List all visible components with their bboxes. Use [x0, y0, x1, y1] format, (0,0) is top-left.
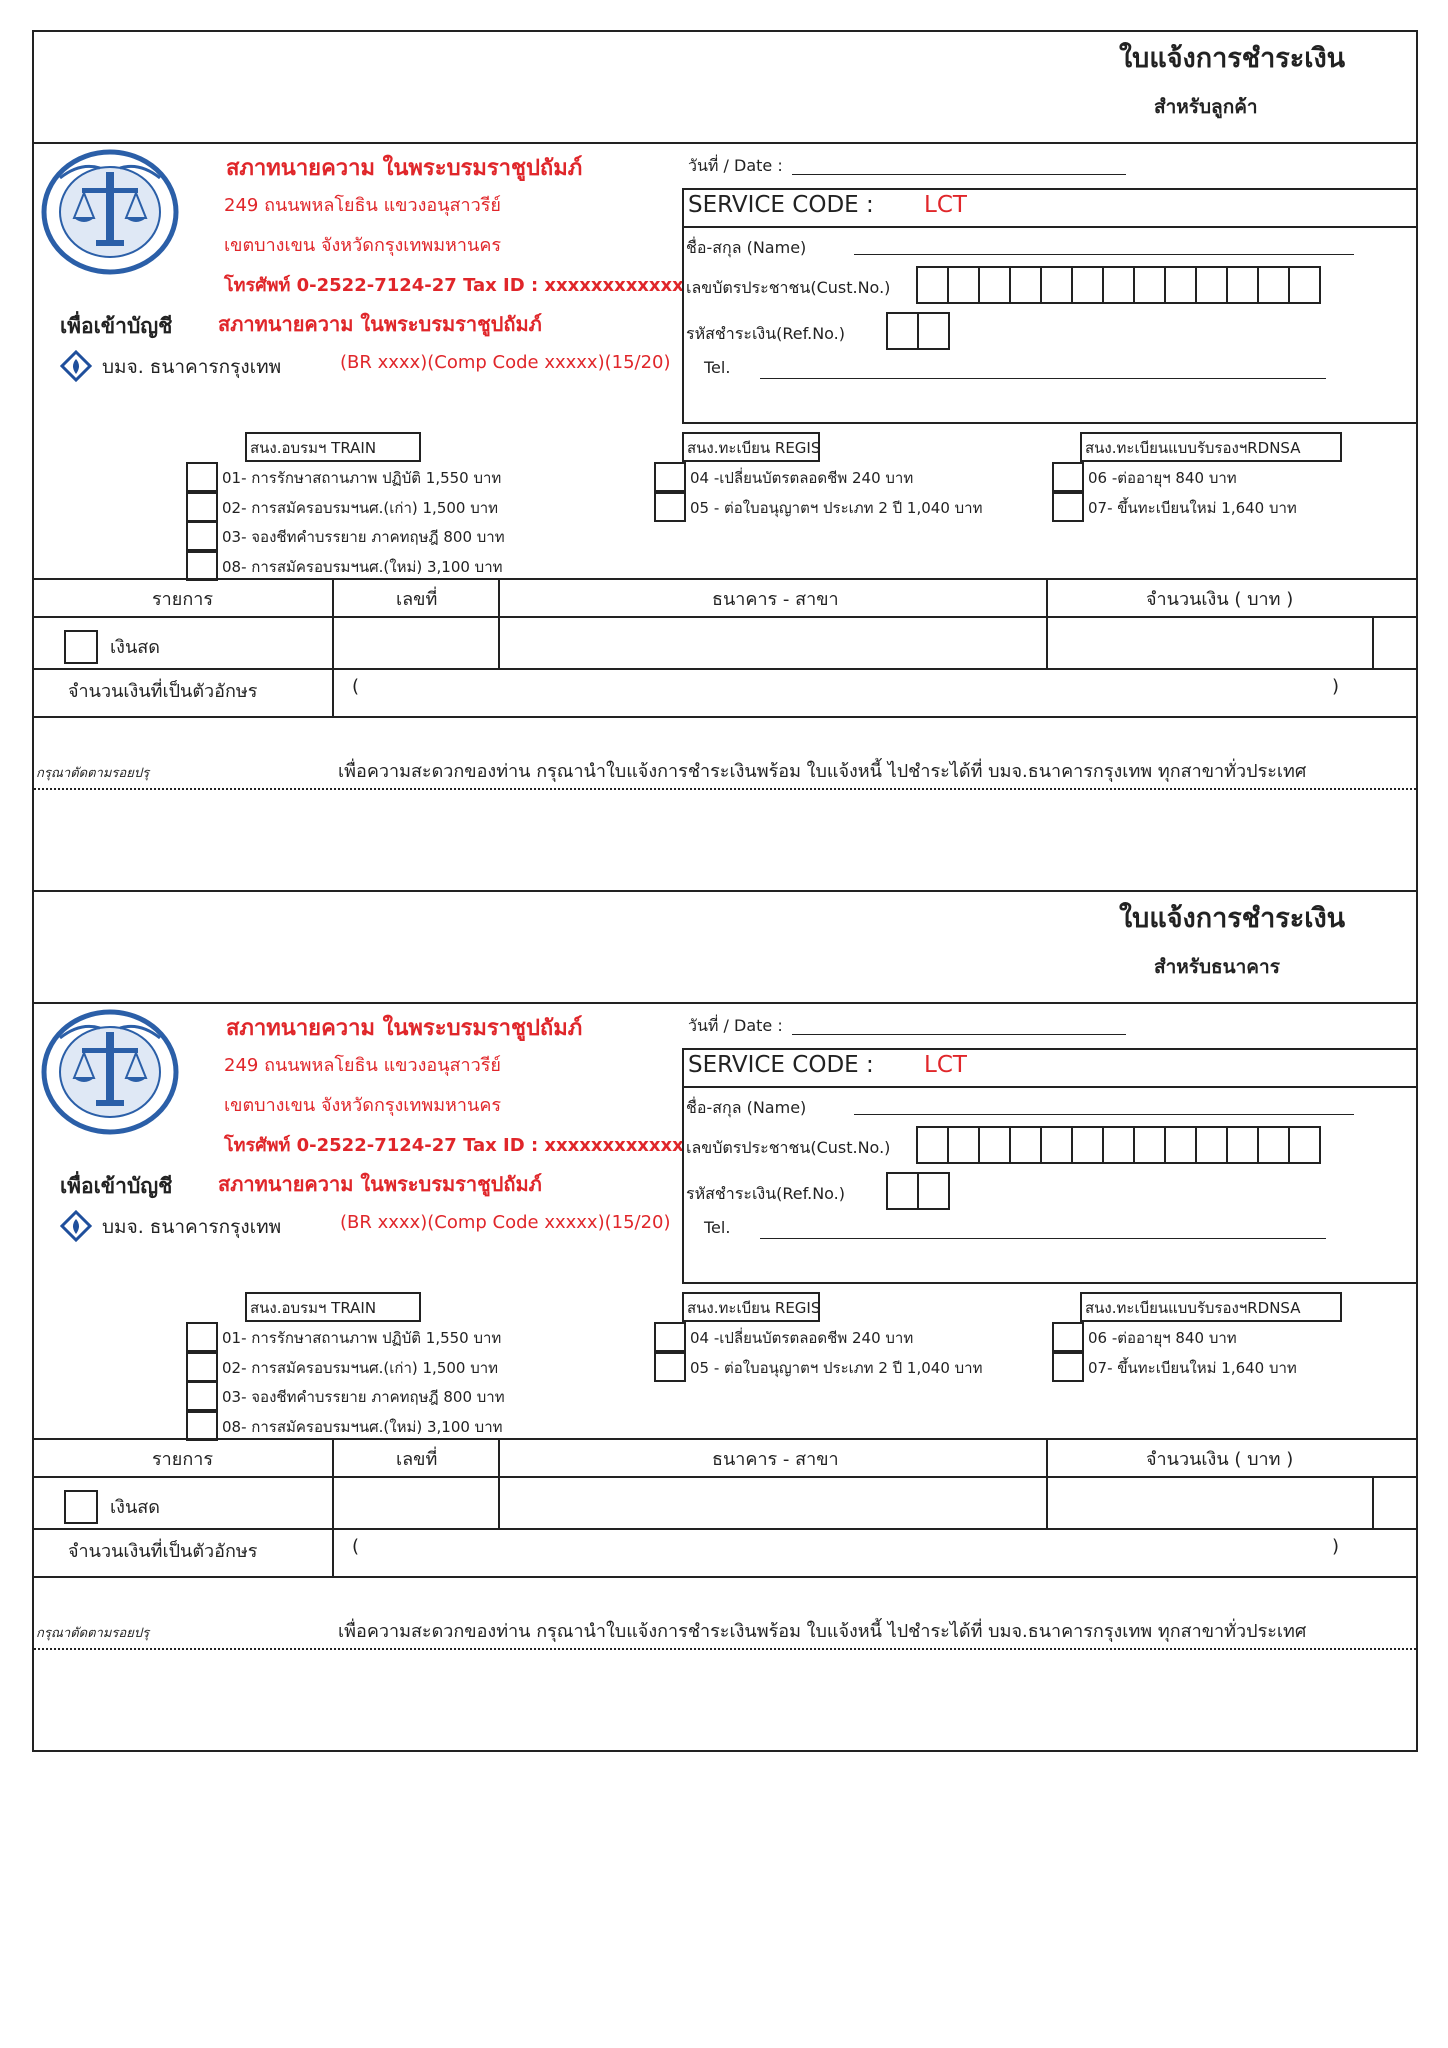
cash-label: เงินสด: [110, 1497, 160, 1518]
ref-no-label: รหัสชำระเงิน(Ref.No.): [686, 324, 845, 343]
name-label: ชื่อ-สกุล (Name): [686, 238, 807, 257]
service-option-label: 02- การสมัครอบรมฯนศ.(เก่า) 1,500 บาท: [222, 498, 499, 517]
cust-no-box[interactable]: [1071, 1126, 1104, 1164]
date-input-line[interactable]: [792, 1034, 1126, 1035]
ref-no-box-2[interactable]: [917, 312, 950, 350]
service-option-label: 07- ขึ้นทะเบียนใหม่ 1,640 บาท: [1088, 498, 1297, 517]
ref-no-label: รหัสชำระเงิน(Ref.No.): [686, 1184, 845, 1203]
payment-slip-bank: [32, 890, 1418, 1752]
service-option-checkbox[interactable]: [186, 1322, 218, 1352]
cust-no-box[interactable]: [1102, 266, 1135, 304]
slip-subtitle: สำหรับธนาคาร: [1154, 956, 1280, 978]
service-code-box: [682, 1048, 1418, 1088]
cust-no-box[interactable]: [947, 266, 980, 304]
cash-checkbox[interactable]: [64, 1490, 98, 1524]
service-code-value: LCT: [924, 192, 967, 218]
col-header-bank-branch: ธนาคาร - สาขา: [712, 589, 839, 610]
bank-code: (BR xxxx)(Comp Code xxxxx)(15/20): [340, 352, 671, 373]
tel-label: Tel.: [704, 358, 731, 377]
cut-label: กรุณาตัดตามรอยปรุ: [36, 1626, 150, 1641]
service-code-label: SERVICE CODE :: [688, 1052, 874, 1078]
cust-no-box[interactable]: [916, 1126, 949, 1164]
address-line-1: 249 ถนนพหลโยธิน แขวงอนุสาวรีย์: [224, 195, 501, 216]
cust-no-box[interactable]: [1288, 266, 1321, 304]
service-option-checkbox[interactable]: [186, 521, 218, 551]
cust-no-box[interactable]: [1257, 266, 1290, 304]
bank-branch-cell[interactable]: [530, 1478, 1074, 1526]
amount-fraction-cell[interactable]: [1376, 618, 1416, 666]
cust-no-box[interactable]: [916, 266, 949, 304]
bank-name: บมจ. ธนาคารกรุงเทพ: [102, 1216, 282, 1238]
cash-checkbox[interactable]: [64, 630, 98, 664]
service-option-label: 02- การสมัครอบรมฯนศ.(เก่า) 1,500 บาท: [222, 1358, 499, 1377]
cust-no-box[interactable]: [1195, 266, 1228, 304]
service-option-label: 06 -ต่ออายุฯ 840 บาท: [1088, 469, 1237, 487]
service-option-label: 06 -ต่ออายุฯ 840 บาท: [1088, 1329, 1237, 1347]
service-option-checkbox[interactable]: [654, 1352, 686, 1382]
payment-notice: เพื่อความสะดวกของท่าน กรุณานำใบแจ้งการชำระเงินพร้อม ใบแจ้งหนี้ ไปชำระได้ที่ บมจ.ธนาคารกรุงเทพ ทุกสาขาทั่วประเทศ: [338, 1621, 1307, 1642]
col-header-number: เลขที่: [396, 1449, 438, 1470]
service-option-checkbox[interactable]: [186, 1352, 218, 1382]
service-option-label: 01- การรักษาสถานภาพ ปฏิบัติ 1,550 บาท: [222, 469, 502, 487]
cust-no-box[interactable]: [978, 266, 1011, 304]
col-header-bank-branch: ธนาคาร - สาขา: [712, 1449, 839, 1470]
service-option-checkbox[interactable]: [654, 492, 686, 522]
account-name: สภาทนายความ ในพระบรมราชูปถัมภ์: [218, 312, 542, 336]
paren-open: (: [352, 676, 360, 697]
cust-no-box[interactable]: [1040, 1126, 1073, 1164]
address-line-1: 249 ถนนพหลโยธิน แขวงอนุสาวรีย์: [224, 1055, 501, 1076]
service-option-label: 03- จองชีทคำบรรยาย ภาคทฤษฎี 800 บาท: [222, 1388, 505, 1406]
cust-no-box[interactable]: [1257, 1126, 1290, 1164]
paren-close: ): [1332, 676, 1340, 697]
cust-no-box[interactable]: [1009, 1126, 1042, 1164]
service-option-checkbox[interactable]: [1052, 1352, 1084, 1382]
cust-no-box[interactable]: [1226, 1126, 1259, 1164]
cash-label: เงินสด: [110, 637, 160, 658]
date-label: วันที่ / Date :: [688, 156, 783, 175]
cust-no-box[interactable]: [1102, 1126, 1135, 1164]
account-label: เพื่อเข้าบัญชี: [60, 1174, 173, 1198]
address-line-2: เขตบางเขน จังหวัดกรุงเทพมหานคร: [224, 1095, 502, 1116]
service-code-box: [682, 188, 1418, 228]
service-option-label: 05 - ต่อใบอนุญาตฯ ประเภท 2 ปี 1,040 บาท: [690, 1358, 983, 1377]
bangkok-bank-lotus-icon: [60, 1210, 92, 1242]
cust-no-box[interactable]: [1040, 266, 1073, 304]
slip-title: ใบแจ้งการชำระเงิน: [1119, 43, 1346, 74]
service-option-checkbox[interactable]: [1052, 492, 1084, 522]
payment-slip-customer: [32, 30, 1418, 892]
service-option-checkbox[interactable]: [1052, 462, 1084, 492]
service-option-label: 03- จองชีทคำบรรยาย ภาคทฤษฎี 800 บาท: [222, 528, 505, 546]
amount-words-label: จำนวนเงินที่เป็นตัวอักษร: [68, 681, 258, 702]
tel-input-line[interactable]: [760, 1238, 1326, 1239]
service-option-checkbox[interactable]: [186, 1381, 218, 1411]
cust-no-box[interactable]: [1195, 1126, 1228, 1164]
cust-no-box[interactable]: [1164, 266, 1197, 304]
tel-label: Tel.: [704, 1218, 731, 1237]
service-option-label: 05 - ต่อใบอนุญาตฯ ประเภท 2 ปี 1,040 บาท: [690, 498, 983, 517]
bangkok-bank-lotus-icon: [60, 350, 92, 382]
cust-no-box[interactable]: [1226, 266, 1259, 304]
cust-no-label: เลขบัตรประชาชน(Cust.No.): [686, 278, 891, 297]
date-label: วันที่ / Date :: [688, 1016, 783, 1035]
group-title: สนง.ทะเบียนแบบรับรองฯRDNSA: [1080, 1292, 1342, 1322]
cust-no-box[interactable]: [978, 1126, 1011, 1164]
service-option-label: 04 -เปลี่ยนบัตรตลอดชีพ 240 บาท: [690, 469, 914, 487]
col-header-amount: จำนวนเงิน ( บาท ): [1146, 589, 1294, 610]
lawyers-council-seal-icon: [40, 148, 180, 276]
group-title: สนง.อบรมฯ TRAIN: [245, 432, 421, 462]
slip-title: ใบแจ้งการชำระเงิน: [1119, 903, 1346, 934]
group-title: สนง.ทะเบียนแบบรับรองฯRDNSA: [1080, 432, 1342, 462]
paren-open: (: [352, 1536, 360, 1557]
service-option-checkbox[interactable]: [1052, 1322, 1084, 1352]
payment-notice: เพื่อความสะดวกของท่าน กรุณานำใบแจ้งการชำระเงินพร้อม ใบแจ้งหนี้ ไปชำระได้ที่ บมจ.ธนาคารกรุงเทพ ทุกสาขาทั่วประเทศ: [338, 761, 1307, 782]
perforation-line: [34, 1648, 1416, 1650]
service-option-checkbox[interactable]: [186, 492, 218, 522]
group-title: สนง.ทะเบียน REGIS: [682, 432, 820, 462]
cust-no-label: เลขบัตรประชาชน(Cust.No.): [686, 1138, 891, 1157]
service-option-label: 08- การสมัครอบรมฯนศ.(ใหม่) 3,100 บาท: [222, 1417, 503, 1436]
name-input-line[interactable]: [854, 254, 1354, 255]
ref-no-box-1[interactable]: [886, 312, 919, 350]
service-option-label: 04 -เปลี่ยนบัตรตลอดชีพ 240 บาท: [690, 1329, 914, 1347]
col-header-item: รายการ: [152, 1449, 213, 1470]
service-option-checkbox[interactable]: [654, 1322, 686, 1352]
bank-name: บมจ. ธนาคารกรุงเทพ: [102, 356, 282, 378]
ref-no-box-2[interactable]: [917, 1172, 950, 1210]
tel-input-line[interactable]: [760, 378, 1326, 379]
cust-no-box[interactable]: [1009, 266, 1042, 304]
org-phone: โทรศัพท์ 0-2522-7124-27 Tax ID : xxxxxxxxxxxx: [224, 1135, 684, 1156]
date-input-line[interactable]: [792, 174, 1126, 175]
cust-no-box[interactable]: [1133, 266, 1166, 304]
col-header-number: เลขที่: [396, 589, 438, 610]
service-option-checkbox[interactable]: [186, 551, 218, 581]
service-option-checkbox[interactable]: [654, 462, 686, 492]
account-label: เพื่อเข้าบัญชี: [60, 314, 173, 338]
cust-no-box[interactable]: [1071, 266, 1104, 304]
service-code-label: SERVICE CODE :: [688, 192, 874, 218]
group-title: สนง.อบรมฯ TRAIN: [245, 1292, 421, 1322]
service-option-checkbox[interactable]: [186, 1411, 218, 1441]
bank-code: (BR xxxx)(Comp Code xxxxx)(15/20): [340, 1212, 671, 1233]
address-line-2: เขตบางเขน จังหวัดกรุงเทพมหานคร: [224, 235, 502, 256]
service-option-label: 08- การสมัครอบรมฯนศ.(ใหม่) 3,100 บาท: [222, 557, 503, 576]
amount-cell[interactable]: [1080, 1478, 1372, 1526]
amount-cell[interactable]: [1080, 618, 1372, 666]
amount-fraction-cell[interactable]: [1376, 1478, 1416, 1526]
col-header-amount: จำนวนเงิน ( บาท ): [1146, 1449, 1294, 1470]
name-label: ชื่อ-สกุล (Name): [686, 1098, 807, 1117]
col-header-item: รายการ: [152, 589, 213, 610]
amount-words-field[interactable]: [374, 1532, 1354, 1572]
lawyers-council-seal-icon: [40, 1008, 180, 1136]
bank-branch-cell[interactable]: [530, 618, 1074, 666]
perforation-line: [34, 788, 1416, 790]
org-phone: โทรศัพท์ 0-2522-7124-27 Tax ID : xxxxxxxxxxxx: [224, 275, 684, 296]
slip-subtitle: สำหรับลูกค้า: [1154, 96, 1258, 118]
service-option-label: 01- การรักษาสถานภาพ ปฏิบัติ 1,550 บาท: [222, 1329, 502, 1347]
service-option-label: 07- ขึ้นทะเบียนใหม่ 1,640 บาท: [1088, 1358, 1297, 1377]
org-name: สภาทนายความ ในพระบรมราชูปถัมภ์: [226, 156, 583, 181]
ref-no-box-1[interactable]: [886, 1172, 919, 1210]
cust-no-box[interactable]: [1164, 1126, 1197, 1164]
group-title: สนง.ทะเบียน REGIS: [682, 1292, 820, 1322]
number-cell[interactable]: [364, 618, 526, 666]
name-input-line[interactable]: [854, 1114, 1354, 1115]
account-name: สภาทนายความ ในพระบรมราชูปถัมภ์: [218, 1172, 542, 1196]
number-cell[interactable]: [364, 1478, 526, 1526]
org-name: สภาทนายความ ในพระบรมราชูปถัมภ์: [226, 1016, 583, 1041]
service-code-value: LCT: [924, 1052, 967, 1078]
cust-no-box[interactable]: [1133, 1126, 1166, 1164]
service-option-checkbox[interactable]: [186, 462, 218, 492]
amount-words-field[interactable]: [374, 672, 1354, 712]
cust-no-box[interactable]: [1288, 1126, 1321, 1164]
paren-close: ): [1332, 1536, 1340, 1557]
amount-words-label: จำนวนเงินที่เป็นตัวอักษร: [68, 1541, 258, 1562]
cust-no-box[interactable]: [947, 1126, 980, 1164]
cut-label: กรุณาตัดตามรอยปรุ: [36, 766, 150, 781]
